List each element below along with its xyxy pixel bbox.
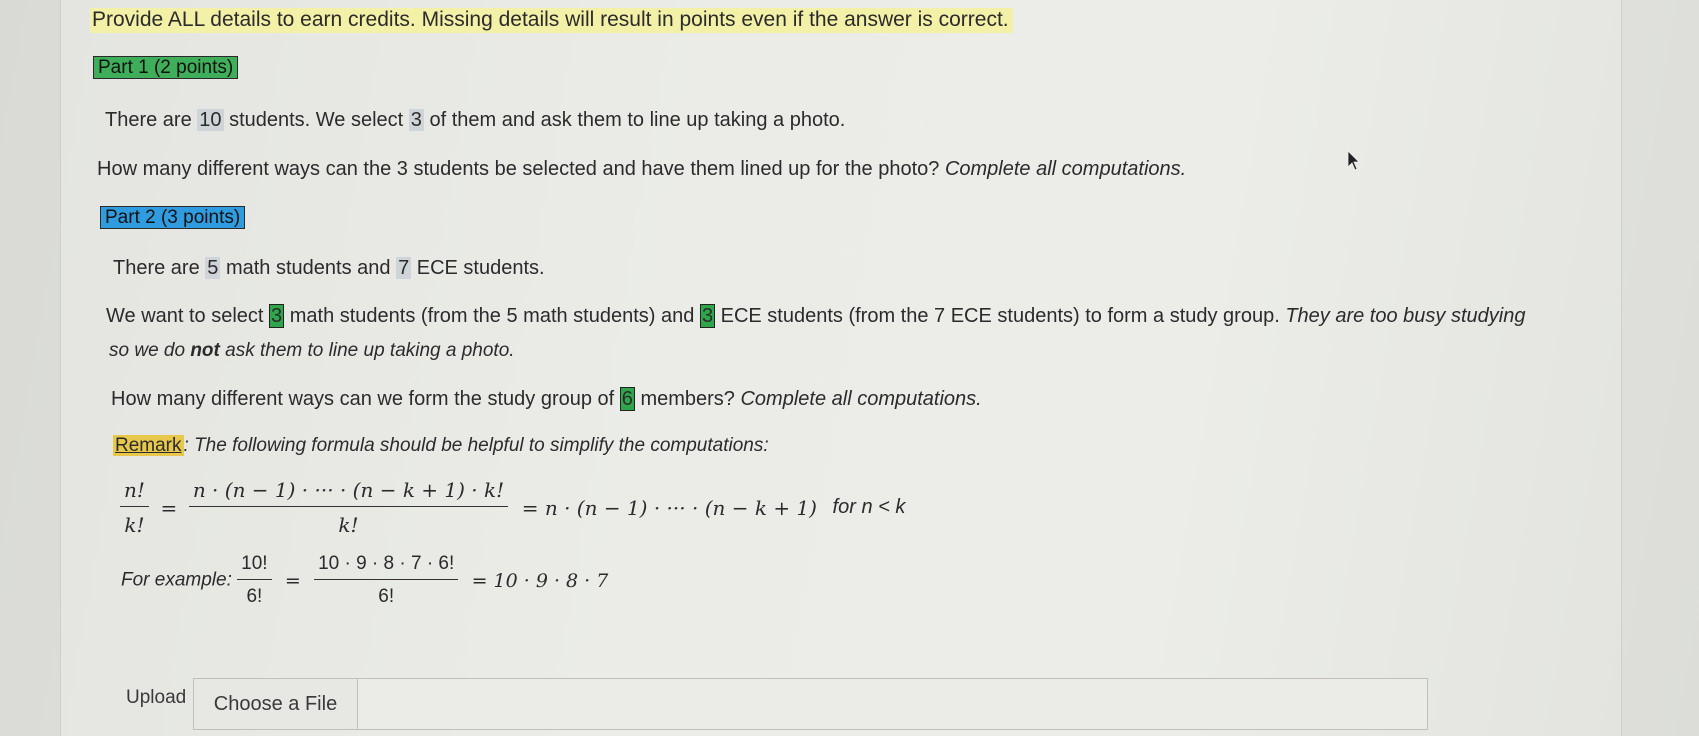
formula-rhs: = n · (n − 1) · ··· · (n − k + 1) xyxy=(521,495,817,520)
part1-line1: There are 10 students. We select 3 of them and ask them to line up taking a photo. xyxy=(105,109,846,131)
formula-lhs: $\frac{n!}{k!}$ xyxy=(120,478,149,537)
example-rhs: = 10 · 9 · 8 · 7 xyxy=(471,569,609,592)
instruction-text xyxy=(90,8,1013,32)
example-equals: = xyxy=(284,569,301,592)
example xyxy=(121,553,608,608)
example-mid: $\frac{10 \cdot 9 \cdot 8 \cdot 7 \cdot 6!}{6!}$ xyxy=(314,553,458,608)
part2-line3: so we do not ask them to line up taking a photo. xyxy=(109,340,515,361)
part2-question: How many different ways can we form the study group of 6 members? Complete all computations. xyxy=(111,388,982,410)
formula xyxy=(120,478,905,537)
mouse-cursor-icon xyxy=(1347,150,1361,172)
part2-label: Part 2 (3 points) xyxy=(100,207,245,229)
remark-line: Remark : The following formula should be helpful to simplify the computations: xyxy=(115,435,769,456)
num-math: 5 xyxy=(207,257,219,279)
file-upload-field[interactable] xyxy=(193,678,1428,730)
remark-label: Remark xyxy=(115,435,182,456)
group-size: 6 xyxy=(621,388,633,410)
choose-file-button[interactable]: Choose a File xyxy=(194,679,358,729)
part2-line1: There are 5 math students and 7 ECE students. xyxy=(113,257,545,279)
num-students: 10 xyxy=(199,109,222,131)
part2-line2: We want to select 3 math students (from the 5 math students) and 3 ECE students (from the 7 ECE students) to form a study group. They are too busy studying xyxy=(106,305,1526,327)
num-ece: 7 xyxy=(398,257,410,279)
formula-condition: for n < k xyxy=(832,496,906,518)
example-lhs: $\frac{10!}{6!}$ xyxy=(237,553,271,608)
part1-label: Part 1 (2 points) xyxy=(93,57,238,79)
part1-question: How many different ways can the 3 students be selected and have them lined up for the photo? Complete all computations. xyxy=(97,158,1187,180)
formula-mid: $\frac{n \cdot (n - 1) \cdot \cdot\cdot\cdot \cdot (n - k + 1) \cdot k!}{k!}$ xyxy=(189,478,508,537)
formula-equals: = xyxy=(160,495,178,520)
num-select: 3 xyxy=(410,109,422,131)
sel-math: 3 xyxy=(271,305,283,327)
instruction-highlight: Provide ALL details to earn credits. Missing details will result in points even if the answer is correct. xyxy=(90,8,1013,33)
sel-ece: 3 xyxy=(701,305,714,327)
example-label: For example: xyxy=(121,569,232,591)
upload-label: Upload xyxy=(126,687,187,708)
